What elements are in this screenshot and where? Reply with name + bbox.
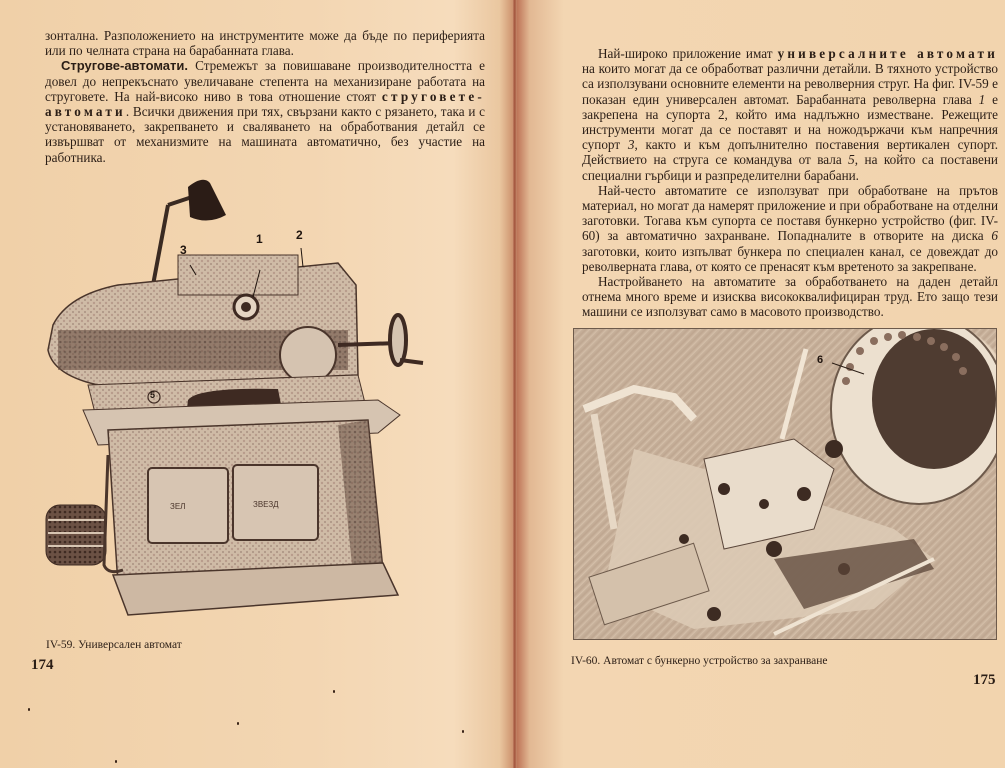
paper-speck [115,760,117,763]
left-page-text [45,28,485,165]
emphasis-term: универсалните автомати [777,46,998,61]
figure-label-3: 3 [180,243,187,257]
figure-caption-iv-60: IV-60. Автомат с бункерно устройство за захранване [571,655,828,667]
figure-label-2: 2 [296,228,303,242]
figure-caption-iv-59: IV-59. Универсален автомат [46,639,182,651]
paper-speck [28,708,30,711]
figure-label-5: 5 [150,390,156,400]
paragraph-bar-stock: Най-често автоматите се използуват при обработване на прътов материал, но могат да намерят приложение и при обработване на отделни заготовки. Тогава към супорта се поставя бункерно устройство (фиг. IV-60) за автоматично захранване. Попадналите в отворите на диска 6 заготовки, които изпълват бункера по специален канал, се довеждат до револверната глава, от която се пренасят към вретеното за закрепване. [582,182,998,274]
figure-label-6: 6 [817,354,824,366]
figure-universal-automat [38,175,438,635]
paper-speck [462,730,464,733]
figure-hopper-automat [573,328,997,640]
book-gutter [512,0,517,768]
emphasis-term: струговете-автомати [45,88,485,120]
section-heading: Стругове-автомати. [61,58,188,74]
paragraph-setup: Настройването на автоматите за обработването на даден детайл отнема много време и изисква висококвалифициран труд. Ето защо тези машини се използуват само в масовото производство. [582,274,998,320]
svg-text:ЗВЕЗД: ЗВЕЗД [253,500,279,509]
page-number-left: 174 [31,657,54,673]
hopper-machine-photo [574,329,997,640]
paragraph-lathe-automats: Стругове-автомати. Стремежът за повишаване производителността е довел до непрекъснато увеличаване степента на механизиране работата на струговете. На най-високо ниво в това отношение стоят струговете-автомати. Всички движения при тях, свързани както с рязането, така и с установяването, закрепването и сваляването на обработвания детайл се извършват от механизмите на машината автоматично, без участие на работника. [45,58,485,165]
figure-label-1: 1 [256,232,263,246]
paper-speck [237,722,239,725]
paragraph-universal-automats: Най-широко приложение имат универсалните автомати на които могат да се обработват различни детайли. В тяхното устройство са използувани основните елементи на револверния струг. На фиг. IV-59 е показан един универсален автомат. Барабанната револверна глава 1 е закрепена на супорта 2, който има надлъжно изместване. Режещите инструменти могат да се поставят и на ножодържачи към напречния супорт 3, както и към допълнително поставения вертикален супорт. Действието на струга се командува от вала 5, на който са поставени специални гърбици и разпределителни барабани. [582,46,999,183]
page-number-right: 175 [973,672,996,688]
paper-speck [333,690,335,693]
right-page-text [582,46,998,320]
lathe-machine-illustration [38,175,438,635]
paragraph-continuation: зонтална. Разположението на инструментите може да бъде по периферията или по челната страна на барабанната глава. [45,28,485,59]
svg-text:ЗЕЛ: ЗЕЛ [170,502,186,511]
